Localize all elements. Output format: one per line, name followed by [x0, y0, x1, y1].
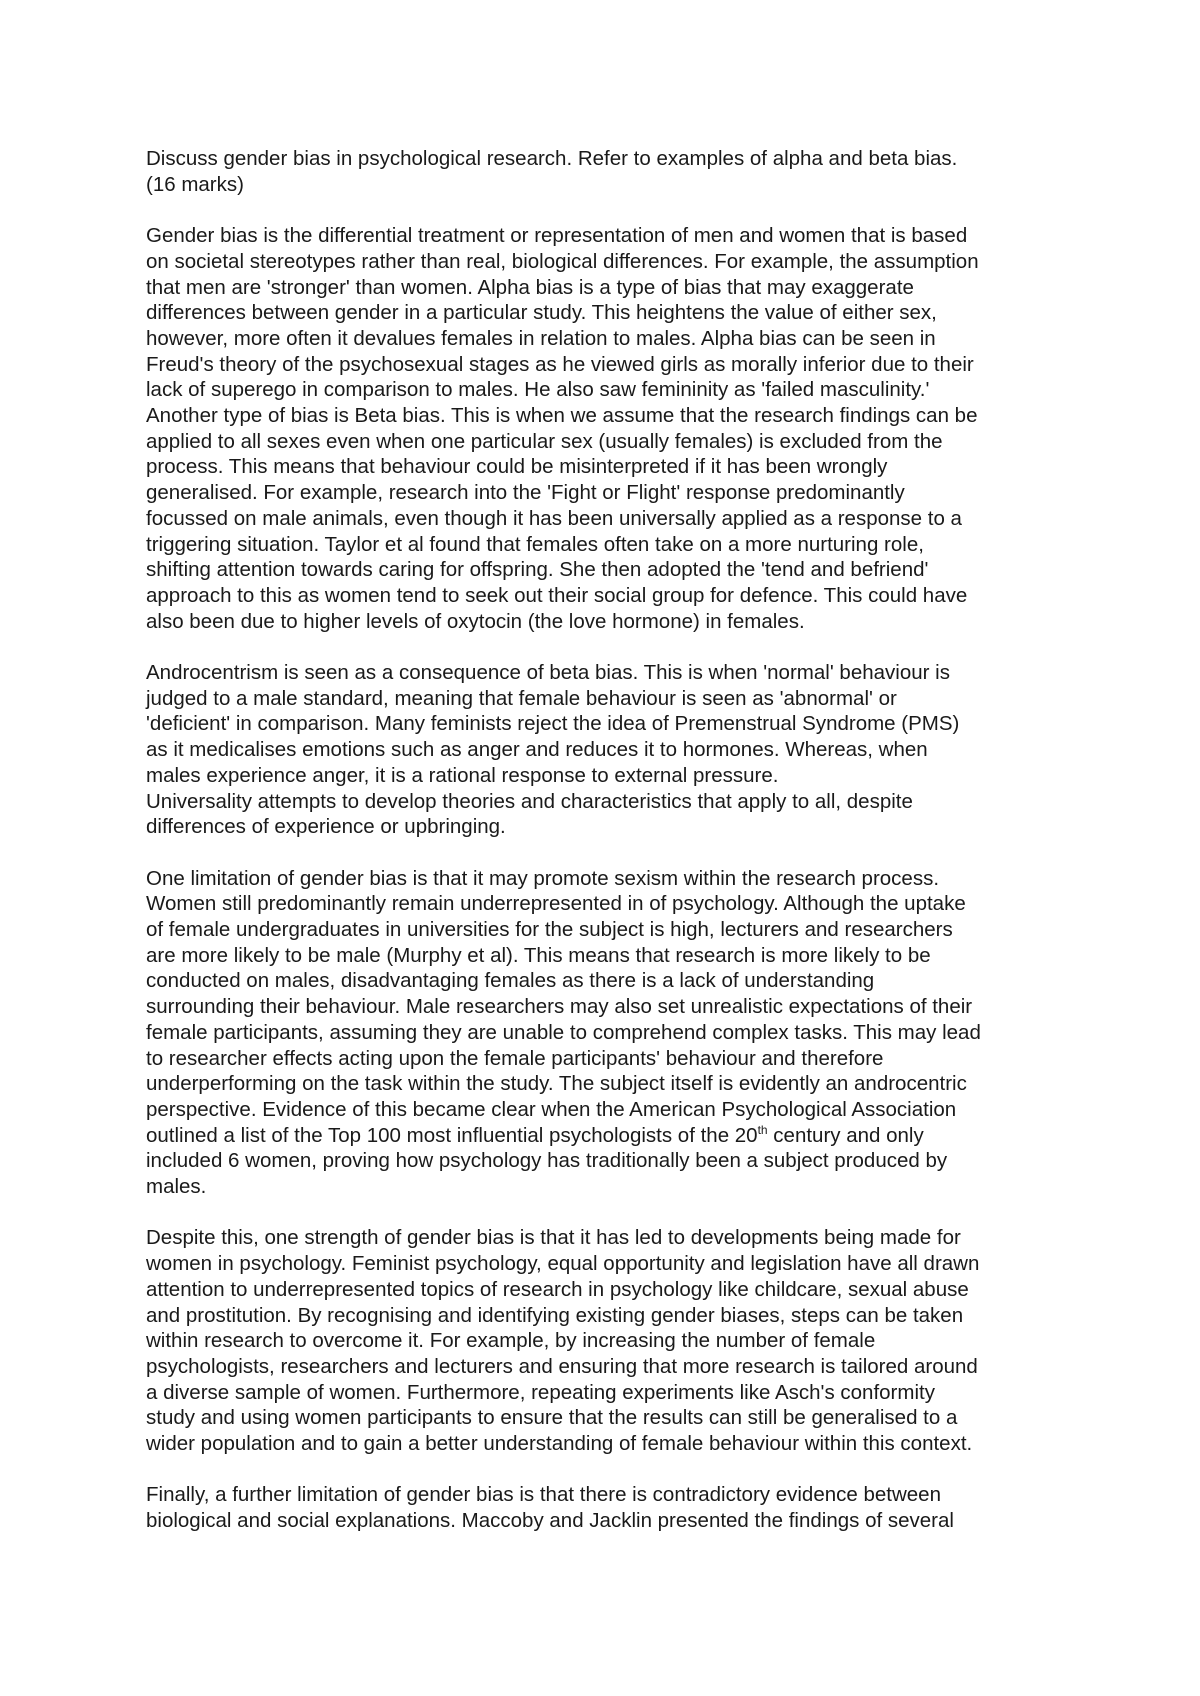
ordinal-superscript: th: [757, 1122, 768, 1137]
text-line: also been due to higher levels of oxytocin (the love hormone) in females.: [146, 609, 805, 633]
question-line: Discuss gender bias in psychological research. Refer to examples of alpha and beta bias.: [146, 147, 958, 170]
text-line: generalised. For example, research into the 'Fight or Flight' response predominantly: [146, 481, 905, 505]
text-line: One limitation of gender bias is that it may promote sexism within the research process.: [146, 866, 940, 890]
text-line: process. This means that behaviour could be misinterpreted if it has been wrongly: [146, 455, 888, 479]
text-line: Women still predominantly remain underrepresented in of psychology. Although the uptake: [146, 892, 966, 916]
text-line: conducted on males, disadvantaging females as there is a lack of understanding: [146, 969, 875, 993]
text-fragment: outlined a list of the Top 100 most influential psychologists of the 20: [146, 1123, 758, 1147]
text-line: underperforming on the task within the study. The subject itself is evidently an androcentric: [146, 1072, 967, 1096]
text-line: differences of experience or upbringing.: [146, 815, 506, 839]
text-line: wider population and to gain a better understanding of female behaviour within this context.: [146, 1432, 973, 1456]
text-line: males experience anger, it is a rational response to external pressure.: [146, 763, 779, 787]
text-line: Finally, a further limitation of gender bias is that there is contradictory evidence between: [146, 1483, 941, 1507]
text-line: on societal stereotypes rather than real, biological differences. For example, the assumption: [146, 249, 979, 273]
text-line: males.: [146, 1175, 207, 1199]
text-line: study and using women participants to ensure that the results can still be generalised to a: [146, 1406, 958, 1430]
text-line: 'deficient' in comparison. Many feminists reject the idea of Premenstrual Syndrome (PMS): [146, 712, 960, 736]
paragraph-final-limitation: [146, 1482, 1066, 1533]
text-line: shifting attention towards caring for offspring. She then adopted the 'tend and befriend': [146, 558, 929, 582]
paragraph-gender-bias-definition: [146, 223, 1066, 634]
text-line: lack of superego in comparison to males. He also saw femininity as 'failed masculinity.': [146, 378, 930, 402]
text-line-with-superscript: [146, 1123, 1066, 1149]
text-line: Androcentrism is seen as a consequence of beta bias. This is when 'normal' behaviour is: [146, 661, 950, 685]
text-line: included 6 women, proving how psychology has traditionally been a subject produced by: [146, 1149, 948, 1173]
text-line: focussed on male animals, even though it has been universally applied as a response to a: [146, 506, 962, 530]
text-line: however, more often it devalues females in relation to males. Alpha bias can be seen in: [146, 326, 936, 350]
text-line: Despite this, one strength of gender bias is that it has led to developments being made for: [146, 1226, 961, 1250]
text-line: attention to underrepresented topics of research in psychology like childcare, sexual abuse: [146, 1277, 969, 1301]
text-line: female participants, assuming they are unable to comprehend complex tasks. This may lead: [146, 1020, 981, 1044]
text-line: Universality attempts to develop theories and characteristics that apply to all, despite: [146, 789, 913, 813]
text-line: are more likely to be male (Murphy et al). This means that research is more likely to be: [146, 943, 931, 967]
text-fragment: century and only: [767, 1123, 924, 1147]
text-line: to researcher effects acting upon the female participants' behaviour and therefore: [146, 1046, 884, 1070]
text-line: of female undergraduates in universities for the subject is high, lecturers and researchers: [146, 918, 953, 942]
text-line: biological and social explanations. Maccoby and Jacklin presented the findings of several: [146, 1509, 954, 1533]
text-line: Gender bias is the differential treatment or representation of men and women that is based: [146, 224, 968, 248]
text-line: Another type of bias is Beta bias. This is when we assume that the research findings can be: [146, 404, 978, 428]
text-line: psychologists, researchers and lecturers and ensuring that more research is tailored around: [146, 1354, 978, 1378]
document-page: [146, 146, 1066, 1560]
text-line: that men are 'stronger' than women. Alpha bias is a type of bias that may exaggerate: [146, 275, 914, 299]
text-line: differences between gender in a particular study. This heightens the value of either sex,: [146, 301, 937, 325]
text-line: applied to all sexes even when one particular sex (usually females) is excluded from the: [146, 429, 943, 453]
paragraph-limitation-sexism: [146, 866, 1066, 1200]
text-line: approach to this as women tend to seek out their social group for defence. This could have: [146, 583, 968, 607]
text-line: surrounding their behaviour. Male researchers may also set unrealistic expectations of their: [146, 995, 973, 1019]
paragraph-strength: [146, 1225, 1066, 1456]
question-paragraph: [146, 146, 1066, 197]
text-line: triggering situation. Taylor et al found that females often take on a more nurturing role,: [146, 532, 924, 556]
text-line: Freud's theory of the psychosexual stages as he viewed girls as morally inferior due to their: [146, 352, 974, 376]
paragraph-androcentrism: [146, 660, 1066, 840]
text-line: a diverse sample of women. Furthermore, repeating experiments like Asch's conformity: [146, 1380, 935, 1404]
text-line: within research to overcome it. For example, by increasing the number of female: [146, 1329, 876, 1353]
text-line: women in psychology. Feminist psychology, equal opportunity and legislation have all drawn: [146, 1252, 980, 1276]
text-line: as it medicalises emotions such as anger and reduces it to hormones. Whereas, when: [146, 738, 928, 762]
text-line: perspective. Evidence of this became clear when the American Psychological Association: [146, 1097, 957, 1121]
text-line: judged to a male standard, meaning that female behaviour is seen as 'abnormal' or: [146, 686, 897, 710]
text-line: and prostitution. By recognising and identifying existing gender biases, steps can be taken: [146, 1303, 964, 1327]
question-marks: (16 marks): [146, 172, 244, 196]
